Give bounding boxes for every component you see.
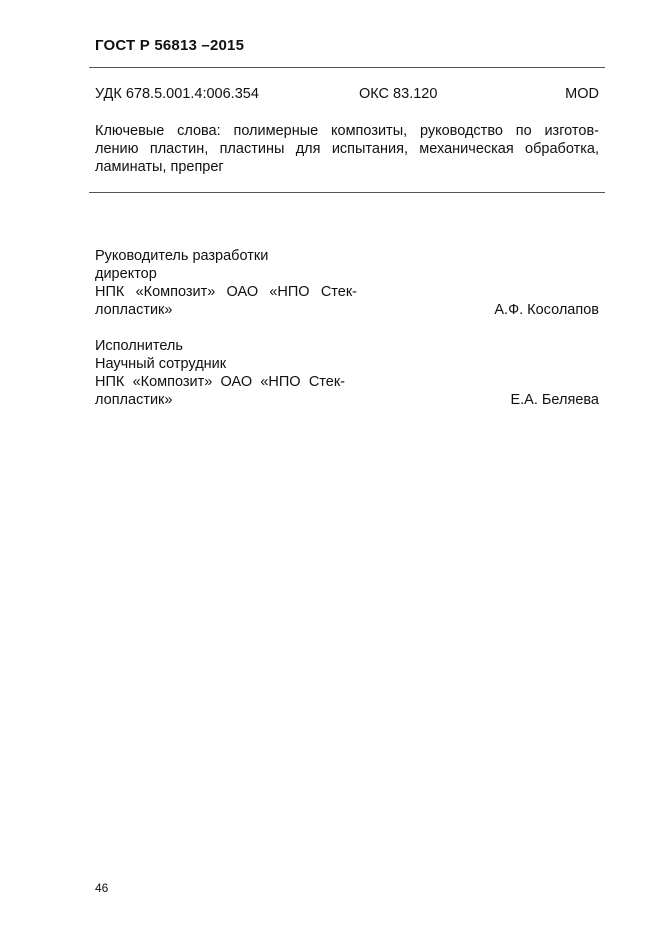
- signatory-role: Исполнитель: [95, 338, 183, 354]
- signatory-name: А.Ф. Косолапов: [494, 302, 599, 318]
- signatory-organization: НПК «Композит» ОАО «НПО Стек-: [95, 284, 357, 300]
- signatory-role: Руководитель разработки: [95, 248, 269, 264]
- signatory-organization-cont: лопластик»: [95, 302, 173, 318]
- oks-code: ОКС 83.120: [359, 86, 438, 102]
- header-divider: [89, 67, 605, 68]
- signatory-organization: НПК «Композит» ОАО «НПО Стек-: [95, 374, 345, 390]
- keywords-line: ламинаты, препрег: [95, 159, 224, 175]
- udc-code: УДК 678.5.001.4:006.354: [95, 86, 259, 102]
- keywords-line: лению пластин, пластины для испытания, механическая обработка,: [95, 141, 599, 157]
- signatory-block-lead: [95, 247, 599, 319]
- signatory-block-executor: [95, 337, 599, 409]
- signatory-organization-cont: лопластик»: [95, 392, 173, 408]
- signatory-position: директор: [95, 266, 157, 282]
- classification-row: [95, 86, 599, 106]
- page-number: 46: [95, 881, 109, 895]
- keywords-paragraph: [95, 122, 599, 176]
- standard-title: ГОСТ Р 56813 –2015: [95, 37, 245, 54]
- signatory-name: Е.А. Беляева: [510, 392, 599, 408]
- keywords-divider: [89, 192, 605, 193]
- modification-label: MOD: [565, 86, 599, 102]
- signatory-position: Научный сотрудник: [95, 356, 227, 372]
- keywords-line: Ключевые слова: полимерные композиты, руководство по изготов-: [95, 123, 599, 139]
